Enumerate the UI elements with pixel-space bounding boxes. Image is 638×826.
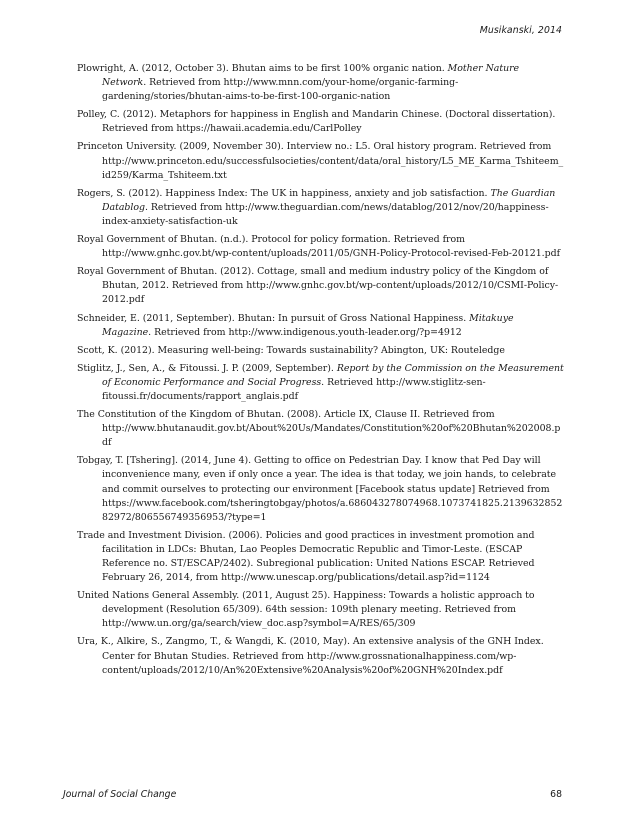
reference-entry: Rogers, S. (2012). Happiness Index: The UK in happiness, anxiety and job satisfaction. The Guardian Datablog. Retrieved from http://www.theguardian.com/news/datablog/2012/nov/20/happiness-index-anxiety-satisfaction-uk bbox=[77, 187, 556, 227]
reference-entry: Tobgay, T. [Tshering]. (2014, June 4). Getting to office on Pedestrian Day. I know that Ped Day will inconvenience many, even if only once a year. The idea is that today, we join hands, to celebrate and commit ourselves to protecting our environment [Facebook status update] Retrieved from https://www.facebook.com/tsheringtobgay/photos/a.686043278074968.1073741825.213963285282972/806556749356953/?type=1 bbox=[77, 455, 563, 523]
reference-entry: Trade and Investment Division. (2006). Policies and good practices in investment promotion and facilitation in LDCs: Bhutan, Lao Peoples Democratic Republic and Timor-Leste. (ESCAP Reference no. ST/ESCAP/2402). Subregional publication: United Nations ESCAP. Retrieved February 26, 2014, from http://www.unescap.org/publications/detail.asp?id=1124 bbox=[77, 529, 535, 584]
reference-entry: Schneider, E. (2011, September). Bhutan: In pursuit of Gross National Happiness. Mitakuye Magazine. Retrieved from http://www.indigenous.youth-leader.org/?p=4912 bbox=[77, 312, 514, 338]
reference-entry: Polley, C. (2012). Metaphors for happiness in English and Mandarin Chinese. (Doctoral dissertation). Retrieved from https://hawaii.academia.edu/CarlPolley bbox=[77, 109, 556, 135]
reference-entry: United Nations General Assembly. (2011, August 25). Happiness: Towards a holistic approach to development (Resolution 65/309). 64th session: 109th plenary meeting. Retrieved from http://www.un.org/ga/search/view_doc.asp?symbol=A/RES/65/309 bbox=[77, 590, 535, 630]
reference-entry: Scott, K. (2012). Measuring well-being: Towards sustainability? Abington, UK: Routeledge bbox=[77, 344, 505, 356]
page-number: 68 bbox=[550, 789, 562, 800]
reference-list bbox=[77, 62, 565, 682]
running-head: Musikanski, 2014 bbox=[479, 25, 562, 36]
reference-entry: Plowright, A. (2012, October 3). Bhutan aims to be first 100% organic nation. Mother Nature Network. Retrieved from http://www.mnn.com/your-home/organic-farming-gardening/stories/bhutan-aims-to-be-first-100-organic-nation bbox=[77, 63, 520, 103]
journal-name: Journal of Social Change bbox=[63, 789, 177, 800]
reference-entry: Royal Government of Bhutan. (n.d.). Protocol for policy formation. Retrieved from http://www.gnhc.gov.bt/wp-content/uploads/2011/05/GNH-Policy-Protocol-revised-Feb-20121.pdf bbox=[77, 234, 561, 260]
reference-entry: Princeton University. (2009, November 30). Interview no.: L5. Oral history program. Retrieved from http://www.princeton.edu/successfulsocieties/content/data/oral_history/L5_ME_Karma_Tshiteem_id259/Karma_Tshiteem.txt bbox=[77, 141, 564, 181]
reference-entry: Royal Government of Bhutan. (2012). Cottage, small and medium industry policy of the Kingdom of Bhutan, 2012. Retrieved from http://www.gnhc.gov.bt/wp-content/uploads/2012/10/CSMI-Policy-2012.pdf bbox=[77, 266, 559, 306]
reference-entry: Ura, K., Alkire, S., Zangmo, T., & Wangdi, K. (2010, May). An extensive analysis of the GNH Index. Center for Bhutan Studies. Retrieved from http://www.grossnationalhappiness.com/wp-content/uploads/2012/10/An%20Extensive%20Analysis%20of%20GNH%20Index.pdf bbox=[77, 636, 544, 676]
reference-entry: The Constitution of the Kingdom of Bhutan. (2008). Article IX, Clause II. Retrieved from http://www.bhutanaudit.gov.bt/About%20Us/Mandates/Constitution%20of%20Bhutan%202008.pdf bbox=[77, 409, 561, 449]
reference-entry: Stiglitz, J., Sen, A., & Fitoussi. J. P. (2009, September). Report by the Commission on the Measurement of Economic Performance and Social Progress. Retrieved http://www.stiglitz-sen-fitoussi.fr/documents/rapport_anglais.pdf bbox=[77, 362, 564, 402]
